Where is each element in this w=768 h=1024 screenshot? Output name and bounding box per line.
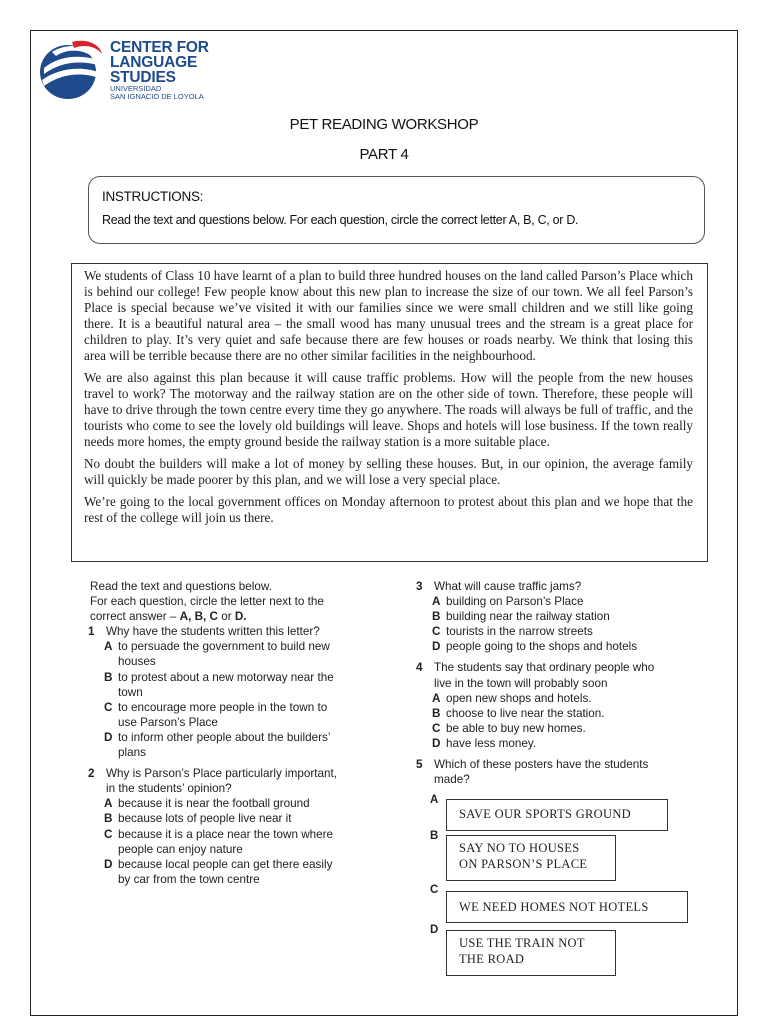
part-title: PART 4 <box>359 146 409 163</box>
question-4-option-a[interactable]: A open new shops and hotels. <box>432 691 592 705</box>
questions-intro-2: For each question, circle the letter next to the <box>90 595 324 609</box>
question-3-option-d[interactable]: D people going to the shops and hotels <box>432 640 638 654</box>
question-5 <box>416 757 716 787</box>
question-3-option-b[interactable]: B building near the railway station <box>432 610 610 624</box>
questions-right-column <box>416 579 716 967</box>
instructions-box <box>88 176 705 244</box>
question-number: 3 <box>416 580 423 593</box>
poster-box: SAY NO TO HOUSES ON PARSON’S PLACE <box>446 835 616 881</box>
logo-sub-1: UNIVERSIDAD <box>110 84 162 93</box>
question-2-option-a[interactable]: A because it is near the football ground <box>104 797 310 811</box>
question-number: 4 <box>416 661 423 675</box>
question-text: What will cause traffic jams? <box>434 580 582 593</box>
question-2 <box>88 766 390 796</box>
questions-intro-3: correct answer – A, B, C or D. <box>90 610 247 624</box>
question-text-line-2: made? <box>434 773 470 787</box>
question-3-option-a[interactable]: A building on Parson’s Place <box>432 595 584 609</box>
question-2-option-c[interactable]: C because it is a place near the town where people can enjoy nature <box>104 827 334 856</box>
question-text-line-2: live in the town will probably soon <box>434 676 608 690</box>
question-2-option-b[interactable]: B because lots of people live near it <box>104 812 292 826</box>
question-3-option-c[interactable]: C tourists in the narrow streets <box>432 625 593 639</box>
question-1-option-a[interactable]: A to persuade the government to build new houses <box>104 640 330 669</box>
question-text-line-1: Which of these posters have the students <box>434 758 649 772</box>
question-1-option-c[interactable]: C to encourage more people in the town to use Parson’s Place <box>104 700 328 729</box>
logo-line-1: CENTER FOR <box>110 39 209 56</box>
logo-line-3: STUDIES <box>110 69 176 86</box>
instructions-text: Read the text and questions below. For each question, circle the correct letter A, B, C, or D. <box>102 213 579 227</box>
passage-paragraph-4: We’re going to the local government offices on Monday afternoon to protest about this plan and we hope that the rest of the college will join us there. <box>84 494 693 525</box>
question-number: 1 <box>88 625 95 639</box>
poster-box: USE THE TRAIN NOT THE ROAD <box>446 930 616 976</box>
workshop-title: PET READING WORKSHOP <box>289 116 479 133</box>
questions-left-column <box>88 579 390 887</box>
question-2-option-d[interactable]: D because local people can get there easily by car from the town centre <box>104 857 333 886</box>
questions-intro-1: Read the text and questions below. <box>90 580 272 593</box>
question-text-line-2: in the students’ opinion? <box>106 782 232 796</box>
poster-box: SAVE OUR SPORTS GROUND <box>446 799 668 831</box>
question-4-option-d[interactable]: D have less money. <box>432 736 537 750</box>
poster-letter: A <box>430 794 439 807</box>
question-text-line-1: Why is Parson’s Place particularly important, <box>106 767 338 781</box>
question-4-option-c[interactable]: C be able to buy new homes. <box>432 721 586 735</box>
question-3 <box>416 579 716 594</box>
question-1-option-d[interactable]: D to inform other people about the builders’ plans <box>104 730 331 760</box>
passage-paragraph-1: We students of Class 10 have learnt of a plan to build three hundred houses on the land called Parson’s Place which is behind our college! Few people know about this new plan to increase the size of our town. We all feel Parson’s Place is special because we’ve visited it with our families since we were small children and we still like going there. It is a beautiful natural area – the small wood has many unusual trees and the stream is a great place for children to play. It’s very quiet and safe because there are few houses or roads nearby. We think that losing this area will be terrible because there are no other similar facilities in the neighbourhood. <box>84 268 693 363</box>
question-number: 2 <box>88 767 95 781</box>
instructions-heading: INSTRUCTIONS: <box>102 189 204 204</box>
poster-letter: B <box>430 830 439 843</box>
globe-logo-icon <box>38 38 104 100</box>
logo-line-2: LANGUAGE <box>110 54 198 71</box>
question-number: 5 <box>416 758 423 772</box>
question-4-option-b[interactable]: B choose to live near the station. <box>432 706 605 720</box>
poster-letter: D <box>430 924 439 937</box>
poster-box: WE NEED HOMES NOT HOTELS <box>446 891 688 923</box>
logo-sub-2: SAN IGNACIO DE LOYOLA <box>110 92 204 101</box>
question-1-option-b[interactable]: B to protest about a new motorway near the town <box>104 670 334 699</box>
question-text-line-1: The students say that ordinary people who <box>434 661 655 675</box>
reading-passage <box>71 263 708 562</box>
passage-paragraph-2: We are also against this plan because it will cause traffic problems. How will the people from the new houses travel to work? The motorway and the railway station are on the other side of town. Therefore, these people will have to drive through the town centre every time they go anywhere. The roads will always be full of traffic, and the tourists who come to see the lovely old buildings will leave. Shops and hotels will lose business. If the town really needs more homes, the empty ground beside the railway station is a more suitable place. <box>84 370 693 449</box>
question-text: Why have the students written this letter? <box>106 625 320 639</box>
question-4 <box>416 660 716 690</box>
poster-letter: C <box>430 884 439 897</box>
passage-paragraph-3: No doubt the builders will make a lot of money by selling these houses. But, in our opinion, the average family will quickly be made poorer by this plan, and we will lose a very special place. <box>84 456 693 487</box>
question-1 <box>88 624 390 639</box>
center-for-language-studies-logo <box>38 36 238 100</box>
